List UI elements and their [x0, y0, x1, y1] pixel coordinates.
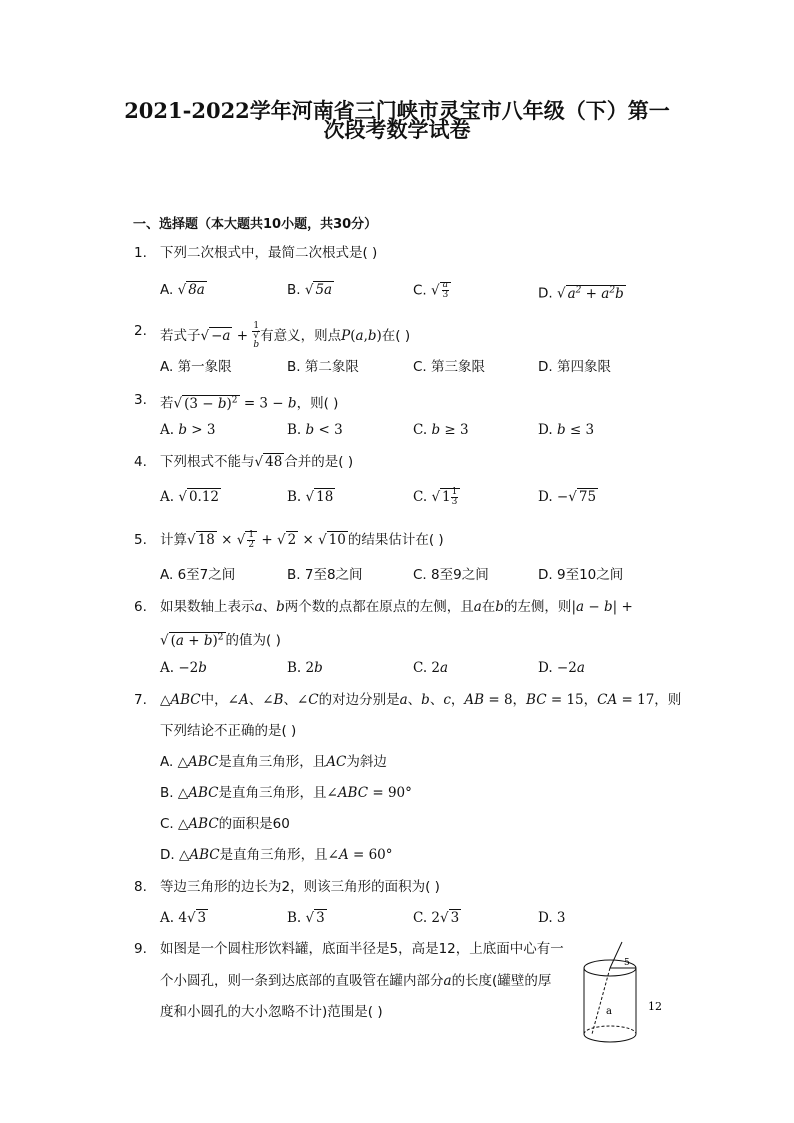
cylinder-bottom-front	[584, 1034, 636, 1042]
section-heading: 一、选择题（本大题共10小题，共30分）	[133, 217, 378, 232]
option-a[interactable]: A. √ 0.12	[160, 489, 220, 505]
option-c[interactable]: C. 2√ 3	[413, 910, 460, 926]
option-d[interactable]: D. √ $a^2 + a^2b$	[538, 285, 624, 302]
option-b[interactable]: B. √ 3	[287, 910, 325, 926]
option-c[interactable]: C. √ $\frac{a}{3}$	[413, 281, 451, 300]
option-a[interactable]: A. b > 3	[160, 422, 216, 438]
option-a[interactable]: A. 6至7之间	[160, 567, 236, 583]
option-b[interactable]: B. 第二象限	[287, 359, 359, 375]
option-c[interactable]: C. b ≥ 3	[413, 422, 469, 438]
option-b[interactable]: B. √ 18	[287, 489, 334, 505]
label-12: 12	[648, 1000, 662, 1013]
option-c[interactable]: C. 2a	[413, 660, 449, 676]
option-d[interactable]: D. 第四象限	[538, 359, 611, 375]
exam-title-line-2: 次段考数学试卷	[323, 117, 471, 142]
option-c[interactable]: C. 8至9之间	[413, 567, 489, 583]
label-5: 5	[624, 958, 630, 968]
option-d[interactable]: D. −√ 75	[538, 489, 597, 505]
option-d[interactable]: D. 9至10之间	[538, 567, 624, 583]
option-a[interactable]: A. 第一象限	[160, 359, 232, 375]
option-c[interactable]: C. √ 1 $\frac{1}{3}$	[413, 488, 460, 507]
option-a[interactable]: A. 4√ 3	[160, 910, 207, 926]
option-d[interactable]: D. 3	[538, 910, 566, 926]
option-d[interactable]: D. b ≤ 3	[538, 422, 595, 438]
cylinder-figure	[580, 938, 680, 1048]
option-a[interactable]: A. −2b	[160, 660, 207, 676]
option-b[interactable]: B. 7至8之间	[287, 567, 363, 583]
option-d[interactable]: D. −2a	[538, 660, 585, 676]
straw-outside	[610, 942, 622, 968]
option-a[interactable]: A. √ 8a	[160, 282, 205, 298]
cylinder-bottom-back	[584, 1026, 636, 1034]
option-b[interactable]: B. √ 5a	[287, 282, 333, 298]
option-c[interactable]: C. 第三象限	[413, 359, 486, 375]
exam-title-line-1: 2021-2022学年河南省三门峡市灵宝市八年级（下）第一	[124, 98, 670, 123]
label-a: a	[606, 1006, 612, 1017]
straw-inside	[592, 968, 610, 1034]
option-b[interactable]: B. 2b	[287, 660, 323, 676]
option-b[interactable]: B. b < 3	[287, 422, 343, 438]
